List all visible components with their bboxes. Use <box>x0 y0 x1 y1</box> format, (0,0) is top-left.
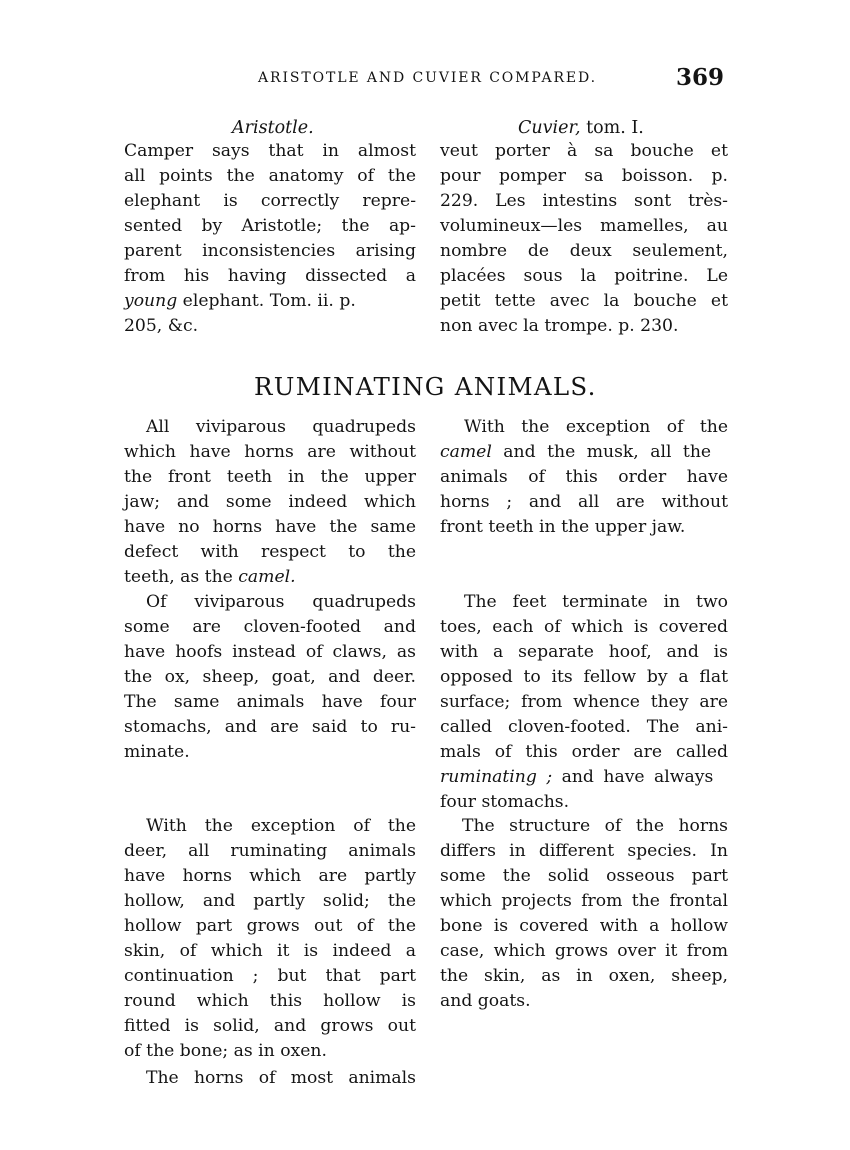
text-line-with-italic <box>124 565 416 590</box>
text-fragment: teeth, as the <box>124 567 239 587</box>
text-line: front teeth in the upper jaw. <box>440 517 686 537</box>
text-line: placées sous la poitrine. Le <box>440 266 728 286</box>
text-fragment: elephant. Tom. ii. p. <box>177 291 356 311</box>
right-heading-author: Cuvier, <box>518 118 581 138</box>
text-line: have horns which are partly <box>124 866 416 886</box>
text-line: the ox, sheep, goat, and deer. <box>124 667 416 687</box>
left-paragraph-2 <box>124 590 416 765</box>
text-line: animals of this order have <box>440 467 728 487</box>
right-paragraph-2 <box>440 590 728 815</box>
text-line: elephant is correctly repre- <box>124 191 416 211</box>
right-column-heading <box>518 118 644 138</box>
text-line: which have horns are without <box>124 442 416 462</box>
text-line: stomachs, and are said to ru- <box>124 717 416 737</box>
text-line: With the exception of the <box>146 816 416 836</box>
text-line: which projects from the frontal <box>440 891 728 911</box>
left-paragraph-1 <box>124 415 416 590</box>
section-heading: RUMINATING ANIMALS. <box>254 372 597 401</box>
text-line: four stomachs. <box>440 792 570 812</box>
text-line: skin, of which it is indeed a <box>124 941 416 961</box>
text-line: sented by Aristotle; the ap- <box>124 216 416 236</box>
text-line: some are cloven-footed and <box>124 617 416 637</box>
text-line: the front teeth in the upper <box>124 467 416 487</box>
right-paragraph-1 <box>440 415 728 540</box>
text-line: petit tette avec la bouche et <box>440 291 728 311</box>
text-line: The structure of the horns <box>462 816 728 836</box>
text-line: deer, all ruminating animals <box>124 841 416 861</box>
text-line: hollow, and partly solid; the <box>124 891 416 911</box>
text-line: from his having dissected a <box>124 266 416 286</box>
text-line: veut porter à sa bouche et <box>440 141 728 161</box>
text-line: toes, each of which is covered <box>440 617 728 637</box>
text-line: The same animals have four <box>124 692 416 712</box>
text-line: Camper says that in almost <box>124 141 416 161</box>
text-line: mals of this order are called <box>440 742 728 762</box>
text-line: volumineux—les mamelles, au <box>440 216 728 236</box>
text-line-with-italic <box>440 765 728 790</box>
italic-word: camel. <box>238 567 296 587</box>
text-line: pour pomper sa boisson. p. <box>440 166 728 186</box>
text-line: the skin, as in oxen, sheep, <box>440 966 728 986</box>
text-line: parent inconsistencies arising <box>124 241 416 261</box>
text-line: All viviparous quadrupeds <box>146 417 416 437</box>
text-line: have hoofs instead of claws, as <box>124 642 416 662</box>
left-paragraph-3 <box>124 814 416 1064</box>
text-line: called cloven-footed. The ani- <box>440 717 728 737</box>
text-line: hollow part grows out of the <box>124 916 416 936</box>
italic-word: camel <box>440 442 492 462</box>
italic-word: young <box>124 291 178 311</box>
text-line: non avec la trompe. p. 230. <box>440 316 679 336</box>
text-line-with-italic <box>440 440 728 465</box>
text-line: Of viviparous quadrupeds <box>146 592 416 612</box>
text-line: with a separate hoof, and is <box>440 642 728 662</box>
text-line: opposed to its fellow by a flat <box>440 667 728 687</box>
text-line: have no horns have the same <box>124 517 416 537</box>
left-column-heading: Aristotle. <box>232 118 314 138</box>
text-line: and goats. <box>440 991 531 1011</box>
right-heading-volume: tom. I. <box>580 118 644 138</box>
text-line: bone is covered with a hollow <box>440 916 728 936</box>
right-paragraph-3 <box>440 814 728 1014</box>
italic-word: ruminating ; <box>440 767 553 787</box>
text-line: jaw; and some indeed which <box>124 492 416 512</box>
aristotle-elephant-paragraph <box>124 139 416 339</box>
text-line: 205, &c. <box>124 316 199 336</box>
page-number: 369 <box>676 64 725 91</box>
text-line: continuation ; but that part <box>124 966 416 986</box>
text-fragment: and have always <box>552 767 714 787</box>
text-line: The feet terminate in two <box>464 592 728 612</box>
text-line: all points the anatomy of the <box>124 166 416 186</box>
left-paragraph-4 <box>124 1066 416 1091</box>
text-fragment: and the musk, all the <box>491 442 712 462</box>
text-line: 229. Les intestins sont très- <box>440 191 728 211</box>
text-line: With the exception of the <box>464 417 728 437</box>
text-line-with-italic <box>124 289 416 314</box>
cuvier-elephant-paragraph <box>440 139 728 339</box>
text-line: horns ; and all are without <box>440 492 728 512</box>
text-line: case, which grows over it from <box>440 941 728 961</box>
text-line: surface; from whence they are <box>440 692 728 712</box>
text-line: The horns of most animals <box>146 1068 416 1088</box>
text-line: round which this hollow is <box>124 991 416 1011</box>
text-line: some the solid osseous part <box>440 866 728 886</box>
text-line: minate. <box>124 742 190 762</box>
text-line: defect with respect to the <box>124 542 416 562</box>
running-title: ARISTOTLE AND CUVIER COMPARED. <box>258 70 597 86</box>
text-line: nombre de deux seulement, <box>440 241 728 261</box>
text-line: of the bone; as in oxen. <box>124 1041 327 1061</box>
text-line: differs in different species. In <box>440 841 728 861</box>
text-line: fitted is solid, and grows out <box>124 1016 416 1036</box>
